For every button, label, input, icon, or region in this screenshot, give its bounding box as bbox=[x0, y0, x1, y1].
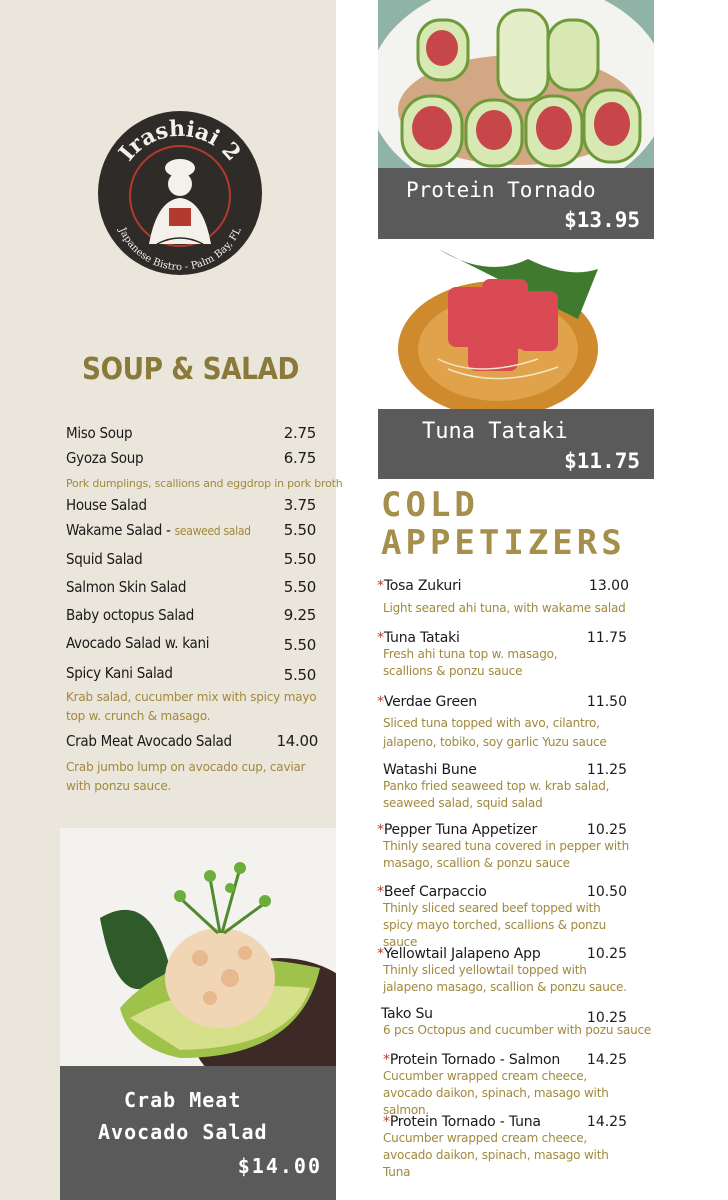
item-price: 5.50 bbox=[283, 578, 316, 596]
list-item bbox=[377, 694, 647, 762]
soup-salad-title: SOUP & SALAD bbox=[82, 352, 299, 387]
item-name: Wakame Salad - seaweed salad bbox=[66, 521, 251, 539]
soup-salad-list bbox=[66, 424, 343, 796]
item-name: Tuna Tataki bbox=[383, 630, 460, 646]
item-name: Tako Su bbox=[381, 1006, 433, 1022]
item-name: Yellowtail Jalapeno App bbox=[383, 946, 541, 962]
item-price: 10.25 bbox=[586, 946, 627, 962]
item-price: 10.25 bbox=[586, 822, 627, 838]
item-name: Avocado Salad w. kani bbox=[66, 634, 210, 652]
item-name: Beef Carpaccio bbox=[383, 884, 487, 900]
item-price: 11.25 bbox=[586, 762, 627, 778]
item-price: 11.75 bbox=[586, 630, 627, 646]
protein-tornado-caption bbox=[378, 168, 654, 239]
crab-meat-caption bbox=[60, 1066, 336, 1200]
dish-price: $14.00 bbox=[237, 1154, 322, 1178]
list-item bbox=[377, 762, 647, 822]
list-item bbox=[66, 726, 322, 754]
item-price: 14.25 bbox=[586, 1052, 627, 1068]
item-name: Salmon Skin Salad bbox=[66, 578, 187, 596]
item-price: 5.50 bbox=[283, 666, 316, 684]
chef-special-mark: * bbox=[377, 884, 384, 900]
list-item bbox=[66, 602, 322, 630]
title-line: COLD bbox=[381, 485, 479, 525]
item-name: Spicy Kani Salad bbox=[66, 664, 173, 682]
item-description: Krab salad, cucumber mix with spicy mayo top w. crunch & masago. bbox=[66, 690, 317, 723]
item-description: 6 pcs Octopus and cucumber with pozu sauce bbox=[383, 1023, 652, 1037]
list-item bbox=[66, 574, 322, 602]
item-name: House Salad bbox=[66, 496, 147, 514]
item-price: 13.00 bbox=[588, 578, 629, 594]
list-item bbox=[66, 630, 322, 658]
tuna-tataki-caption bbox=[378, 409, 654, 479]
item-name: Crab Meat Avocado Salad bbox=[66, 732, 232, 750]
cold-appetizers-list bbox=[377, 578, 652, 1179]
crab-meat-avocado-photo bbox=[60, 828, 336, 1066]
item-description: Crab jumbo lump on avocado cup, caviar with ponzu sauce. bbox=[66, 760, 306, 793]
item-price: 2.75 bbox=[283, 424, 316, 442]
item-price: 5.50 bbox=[283, 550, 316, 568]
item-price: 11.50 bbox=[586, 694, 627, 710]
item-name: Squid Salad bbox=[66, 550, 143, 568]
item-name: Baby octopus Salad bbox=[66, 606, 195, 624]
item-name: Gyoza Soup bbox=[66, 449, 144, 467]
item-description: Panko fried seaweed top w. krab salad, seaweed salad, squid salad bbox=[383, 779, 610, 810]
item-price: 10.50 bbox=[586, 884, 627, 900]
list-item bbox=[377, 1114, 647, 1179]
list-item bbox=[377, 884, 647, 949]
restaurant-logo bbox=[97, 104, 263, 282]
chef-special-mark: * bbox=[383, 1114, 390, 1130]
item-price: 10.25 bbox=[586, 1010, 627, 1026]
item-description: Thinly sliced yellowtail topped with jalapeno masago, scallion & ponzu sauce. bbox=[383, 963, 627, 994]
tuna-tataki-photo bbox=[378, 239, 654, 409]
item-description: Thinly seared tuna covered in pepper with masago, scallion & ponzu sauce bbox=[383, 839, 629, 870]
chef-special-mark: * bbox=[377, 822, 384, 838]
item-description: Fresh ahi tuna top w. masago, scallions & ponzu sauce bbox=[383, 647, 558, 678]
dish-name-line1: Crab Meat bbox=[124, 1088, 242, 1112]
list-item bbox=[377, 630, 647, 694]
chef-special-mark: * bbox=[383, 1052, 390, 1068]
item-description: Cucumber wrapped cream cheece, avocado daikon, spinach, masago with Tuna bbox=[383, 1131, 609, 1179]
item-description: Light seared ahi tuna, with wakame salad bbox=[383, 601, 626, 615]
dish-price: $13.95 bbox=[564, 208, 640, 232]
item-price: 5.50 bbox=[283, 521, 316, 539]
item-name: Protein Tornado - Tuna bbox=[389, 1114, 541, 1130]
item-price: 14.25 bbox=[586, 1114, 627, 1130]
item-price: 9.25 bbox=[283, 606, 316, 624]
item-price: 14.00 bbox=[276, 732, 318, 750]
item-price: 3.75 bbox=[283, 496, 316, 514]
list-item bbox=[66, 449, 322, 474]
chef-special-mark: * bbox=[377, 630, 384, 646]
item-name: Protein Tornado - Salmon bbox=[389, 1052, 561, 1068]
item-note: seaweed salad bbox=[174, 524, 251, 538]
list-item bbox=[377, 578, 647, 630]
list-item bbox=[66, 546, 322, 574]
protein-tornado-photo bbox=[378, 0, 654, 168]
title-line: APPETIZERS bbox=[381, 523, 626, 563]
item-name: Watashi Bune bbox=[383, 762, 477, 778]
dish-name-line2: Avocado Salad bbox=[98, 1120, 268, 1144]
item-description: Thinly sliced seared beef topped with spicy mayo torched, scallions & ponzu sauce bbox=[383, 901, 607, 949]
list-item bbox=[377, 946, 647, 1006]
dish-name: Tuna Tataki bbox=[422, 419, 568, 444]
chef-special-mark: * bbox=[377, 578, 384, 594]
list-item bbox=[377, 1052, 647, 1117]
item-name: Pepper Tuna Appetizer bbox=[383, 822, 538, 838]
item-description: Sliced tuna topped with avo, cilantro, jalapeno, tobiko, soy garlic Yuzu sauce bbox=[383, 716, 607, 749]
dish-name: Protein Tornado bbox=[406, 178, 596, 202]
logo-name: Irashiai 2 bbox=[113, 115, 246, 167]
list-item bbox=[66, 496, 322, 521]
item-name: Verdae Green bbox=[383, 694, 477, 710]
item-description: Pork dumplings, scallions and eggdrop in pork broth bbox=[66, 477, 343, 490]
item-price: 6.75 bbox=[283, 449, 316, 467]
chef-special-mark: * bbox=[377, 694, 384, 710]
item-price: 5.50 bbox=[283, 636, 316, 654]
chef-special-mark: * bbox=[377, 946, 384, 962]
list-item bbox=[377, 822, 647, 884]
item-name: Tosa Zukuri bbox=[383, 578, 462, 594]
item-description: Cucumber wrapped cream cheece, avocado daikon, spinach, masago with salmon. bbox=[383, 1069, 609, 1117]
list-item bbox=[66, 521, 322, 546]
list-item bbox=[66, 424, 322, 449]
logo-tagline: Japanese Bistro - Palm Bay, FL bbox=[116, 225, 244, 274]
list-item bbox=[66, 658, 322, 686]
item-name: Miso Soup bbox=[66, 424, 133, 442]
dish-price: $11.75 bbox=[564, 449, 640, 473]
cold-appetizers-title bbox=[381, 486, 626, 562]
list-item bbox=[377, 1006, 652, 1052]
